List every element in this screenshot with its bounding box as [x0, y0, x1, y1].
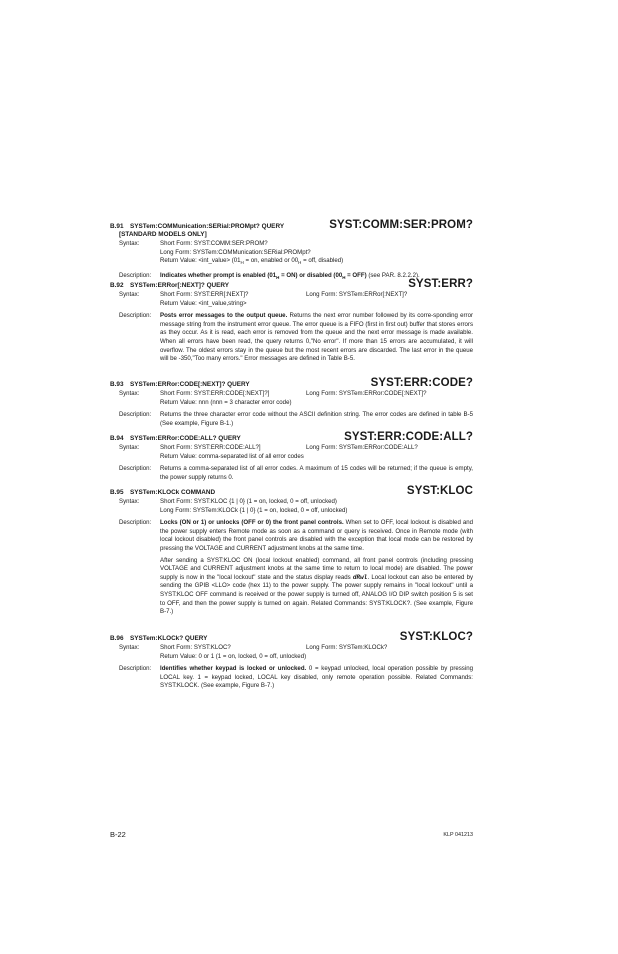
short-command: SYST:KLOC	[406, 485, 473, 497]
section-number: B.96	[110, 635, 124, 642]
description-label: Description:	[119, 312, 152, 320]
return-value: Return Value: comma-separated list of all error codes	[160, 452, 304, 460]
syntax-long-form: Long Form: SYSTem:COMMunication:SERial:PROMpt?	[160, 248, 311, 256]
section-title: SYSTem:ERRor:CODE:ALL? QUERY	[130, 435, 241, 442]
return-value: Return Value: 0 or 1 (1 = on, locked, 0 = off, unlocked)	[160, 652, 307, 660]
description-label: Description:	[119, 665, 152, 673]
syntax-label: Syntax:	[119, 240, 140, 247]
syntax-short-form: Short Form: SYST:KLOC {1 | 0} (1 = on, locked, 0 = off, unlocked)	[160, 498, 337, 505]
description-text: Returns the three character error code without the ASCII definition string. The error codes are defined in table B-5 (See example, Figure B-1.)	[160, 411, 473, 427]
section-b95	[110, 484, 473, 617]
display-code: dRwl	[352, 573, 368, 581]
syntax-short-form: Short Form: SYST:KLOC?	[160, 644, 231, 651]
section-number: B.95	[110, 489, 124, 496]
description-text: Indicates whether prompt is enabled $(01_H = ON)$ or disabled $(00_H = OFF)$ (see PAR. 8.2.2.2).	[160, 272, 420, 281]
section-number: B.92	[110, 282, 124, 289]
syntax-label: Syntax:	[119, 498, 140, 505]
return-value: Return Value: <int_value> ($01_H$ = on, enabled or $00_H$ = off, disabled)	[160, 257, 344, 266]
description-label: Description:	[119, 519, 152, 527]
syntax-long-form: Long Form: SYSTem:ERRor:CODE:ALL?	[306, 444, 418, 451]
model-note: [STANDARD MODELS ONLY]	[119, 231, 207, 238]
return-value: Return Value: nnn (nnn = 3 character error code)	[160, 398, 292, 406]
syntax-long-form: Long Form: SYSTem:KLOCk?	[306, 644, 388, 651]
section-title: SYSTem:ERRor[:NEXT]? QUERY	[130, 282, 230, 289]
description-text: Posts error messages to the output queue. Returns the next error number followed by its corre-sponding error message string from the instrument error queue. The error queue is a FIFO (first in first out) buffer that stores errors as they occur. As it is read, each error is removed from the queue and the next error message is made available. When all errors have been read, the query returns 0,"No error". If more than 15 errors are accumulated, it will overflow. The oldest errors stay in the queue but the most recent errors are discarded. The last error in the queue will be -350,"Too many errors." Error messages are defined in Table B-5.	[160, 312, 473, 363]
description-label: Description:	[119, 465, 152, 473]
syntax-long-form: Long Form: SYSTem:KLOCk {1 | 0} (1 = on, locked, 0 = off, unlocked)	[160, 506, 348, 514]
syntax-label: Syntax:	[119, 390, 140, 397]
short-command: SYST:ERR?	[408, 278, 473, 290]
section-title: SYSTem:KLOCk? QUERY	[130, 635, 208, 642]
section-number: B.94	[110, 435, 124, 442]
section-b91	[110, 218, 473, 283]
short-command: SYST:KLOC?	[399, 631, 473, 643]
section-title: SYSTem:ERRor:CODE[:NEXT]? QUERY	[130, 381, 250, 388]
section-b94	[110, 430, 473, 482]
page-number: B-22	[110, 830, 126, 839]
section-b92	[110, 277, 473, 364]
syntax-short-form: Short Form: SYST:ERR[:NEXT]?	[160, 291, 249, 298]
syntax-short-form: Short Form: SYST:ERR:CODE:ALL?]	[160, 444, 261, 451]
section-title: SYSTem:COMMunication:SERial:PROMpt? QUERY	[130, 223, 285, 230]
page-body	[110, 0, 473, 954]
syntax-label: Syntax:	[119, 644, 140, 651]
section-b93	[110, 376, 473, 428]
description-text-2: After sending a SYST:KLOC ON (local lockout enabled) command, all front panel controls (including pressing VOLTAGE and CURRENT adjustment knobs at the same time to return to local mode) are disabled. The power supply is now in the "local lockout" state and the status display reads dRwl. Local lockout can also be entered by sending the GPIB <LLO> code (hex 11) to the power supply. The power supply remains in "local lockout" until a SYST:KLOC OFF command is received or the power supply is turned off, ANALOG I/O DIP switch position 5 is set to OFF, and then the power supply is turned on again. Related Commands: SYST:KLOCK?. (See example, Figure B-7.)	[160, 556, 474, 616]
short-command: SYST:COMM:SER:PROM?	[329, 219, 473, 231]
description-label: Description:	[119, 411, 152, 419]
short-command: SYST:ERR:CODE:ALL?	[344, 431, 473, 443]
syntax-long-form: Long Form: SYSTem:ERRor[:NEXT]?	[306, 291, 408, 298]
description-label: Description:	[119, 272, 152, 279]
description-text: Locks (ON or 1) or unlocks (OFF or 0) the front panel controls. When set to OFF, local lockout is disabled and the power supply enters Remote mode as soon as a command or query is received. Once in Remote mode (with local lockout disabled) the front panel controls are disabled with the exception that local mode can be restored by pressing the VOLTAGE and CURRENT adjustment knobs at the same time.	[160, 519, 473, 552]
return-value: Return Value: <int_value,string>	[160, 299, 247, 307]
syntax-short-form: Short Form: SYST:COMM:SER:PROM?	[160, 240, 268, 247]
description-text: Identifies whether keypad is locked or unlocked. 0 = keypad unlocked, local operation possible by pressing LOCAL key. 1 = keypad locked, LOCAL key disabled, only remote operation possible. Related Commands: SYST:KLOCK. (See example, Figure B-7.)	[160, 665, 473, 690]
syntax-label: Syntax:	[119, 291, 140, 298]
short-command: SYST:ERR:CODE?	[370, 377, 473, 389]
syntax-label: Syntax:	[119, 444, 140, 451]
syntax-short-form: Short Form: SYST:ERR:CODE[:NEXT]?]	[160, 390, 270, 397]
section-number: B.91	[110, 223, 124, 230]
description-text: Returns a comma-separated list of all error codes. A maximum of 15 codes will be returned; if the queue is empty, the power supply returns 0.	[160, 465, 473, 481]
section-b96	[110, 630, 473, 691]
section-number: B.93	[110, 381, 124, 388]
document-code: KLP 041213	[443, 832, 473, 838]
section-title: SYSTem:KLOCk COMMAND	[130, 489, 216, 496]
syntax-long-form: Long Form: SYSTem:ERRor:CODE[:NEXT]?	[306, 390, 427, 397]
